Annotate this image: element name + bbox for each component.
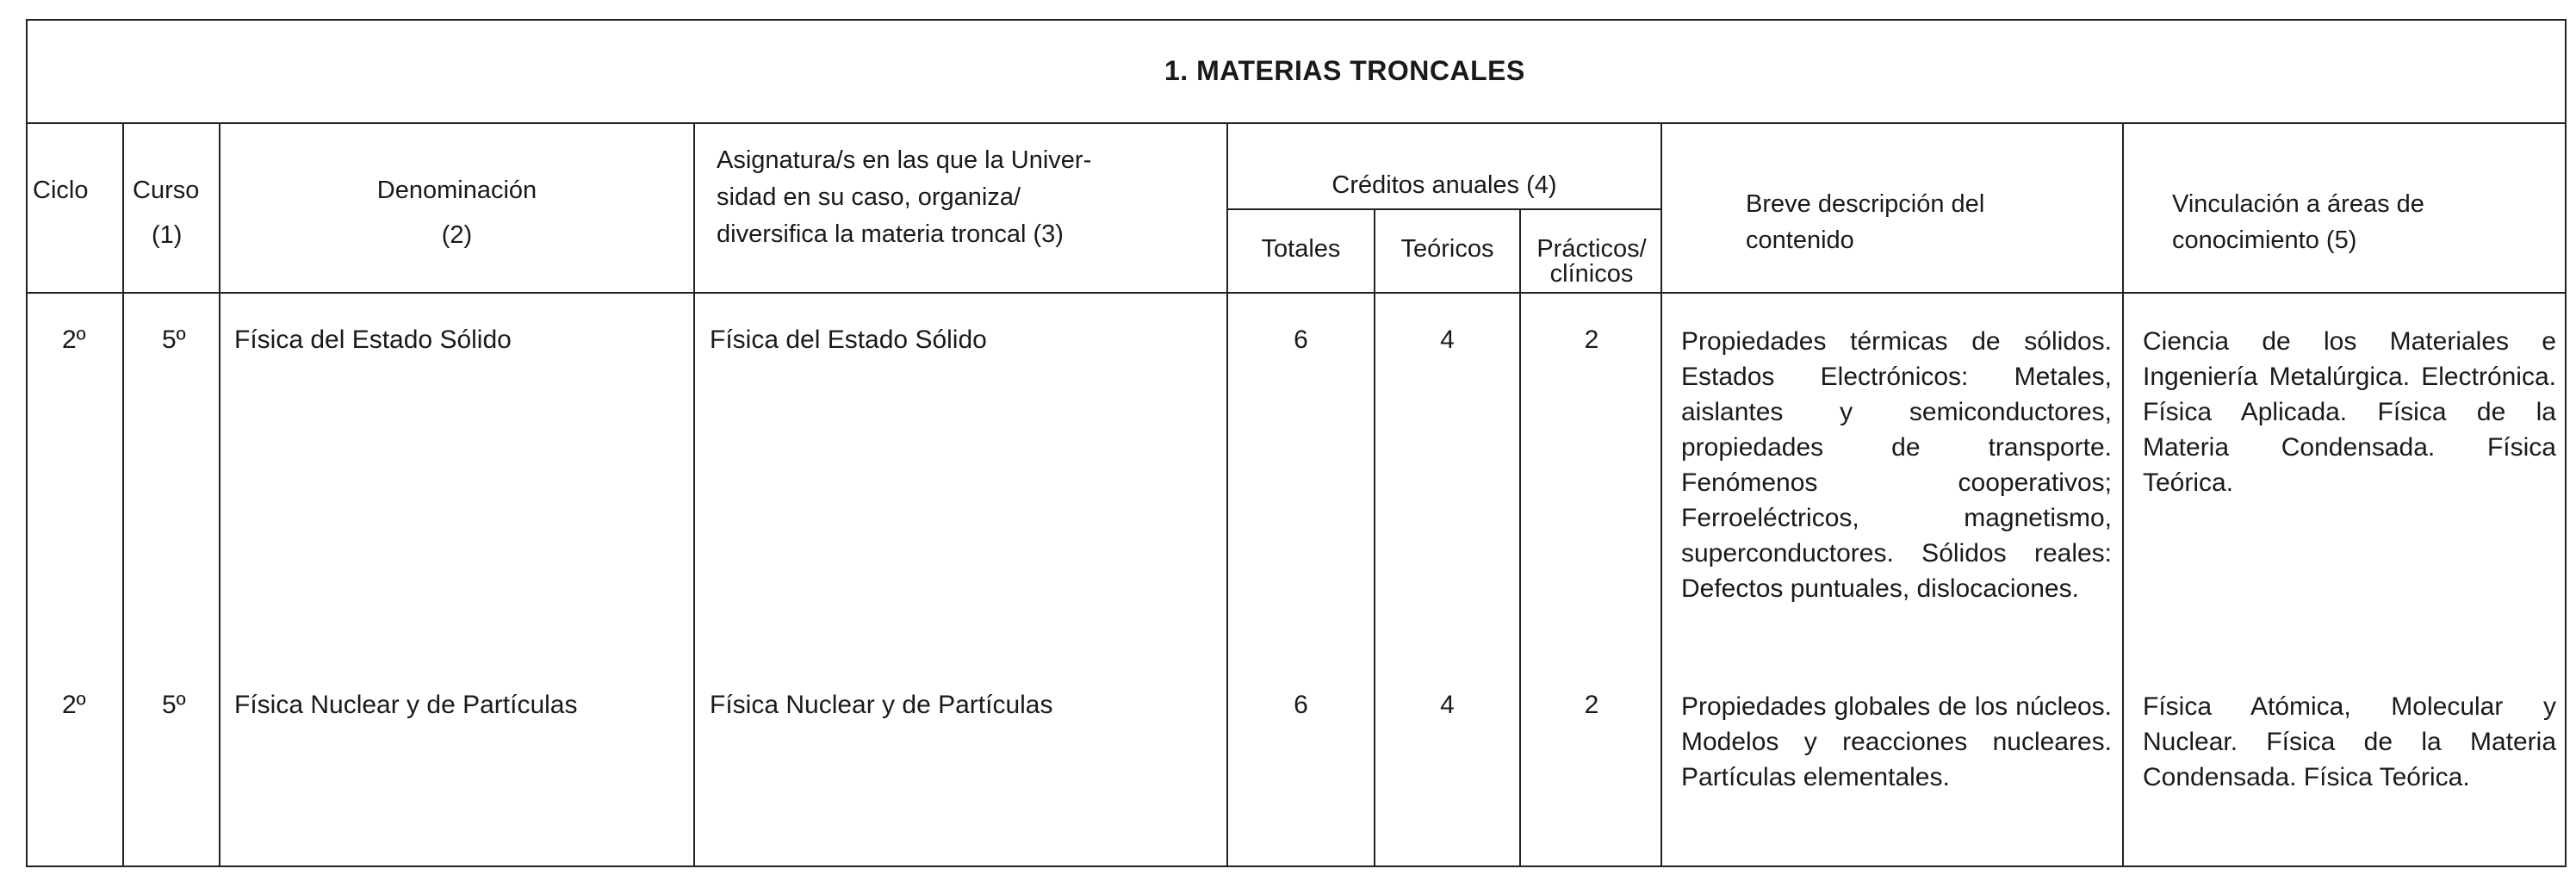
header-denominacion-note: (2)	[441, 221, 473, 249]
table-title: 1. MATERIAS TRONCALES	[1164, 55, 1525, 86]
creditos-subheader-rule	[1226, 208, 1660, 210]
header-practicos-line1: Prácticos/	[1536, 235, 1647, 263]
col-separator-1	[122, 124, 124, 867]
row-practicos: 2	[1584, 691, 1599, 719]
row-curso: 5º	[162, 326, 186, 354]
row-descripcion: Propiedades térmicas de sólidos. Estados Electrónicos: Metales, aislantes y semiconductores, propiedades de transporte. Fenómenos cooperativos; Ferroeléctricos, magnetismo, superconductores. Sólidos reales: Defectos puntuales, dislocaciones.	[1681, 327, 2112, 603]
header-creditos: Créditos anuales (4)	[1331, 171, 1557, 199]
row-vinculacion: Ciencia de los Materiales e Ingeniería Metalúrgica. Electrónica. Física Aplicada. Física de la Materia Condensada. Física Teórica.	[2143, 327, 2556, 497]
col-separator-6	[1519, 208, 1521, 867]
header-bottom-rule	[28, 292, 2565, 294]
row-practicos: 2	[1584, 326, 1599, 354]
row-teoricos: 4	[1440, 326, 1455, 354]
header-practicos-line2: clínicos	[1549, 260, 1634, 288]
table-title-row	[28, 21, 2565, 124]
header-descripcion-line1: Breve descripción del	[1746, 190, 1985, 218]
row-vinculacion: Física Atómica, Molecular y Nuclear. Física de la Materia Condensada. Física Teórica.	[2143, 692, 2556, 791]
row-curso: 5º	[162, 691, 186, 719]
header-curso: Curso	[133, 177, 200, 204]
header-totales: Totales	[1261, 235, 1341, 263]
header-teoricos: Teóricos	[1400, 235, 1494, 263]
row-totales: 6	[1294, 691, 1308, 719]
col-separator-3	[693, 124, 695, 867]
row-ciclo: 2º	[62, 326, 86, 354]
row-asignatura: Física Nuclear y de Partículas	[710, 691, 1053, 719]
header-asignatura-line2: sidad en su caso, organiza/	[717, 183, 1021, 211]
row-denominacion: Física del Estado Sólido	[234, 326, 512, 354]
row-denominacion: Física Nuclear y de Partículas	[234, 691, 578, 719]
header-vinculacion-line2: conocimiento (5)	[2172, 226, 2357, 254]
header-vinculacion-line1: Vinculación a áreas de	[2172, 190, 2424, 218]
header-asignatura-line1: Asignatura/s en las que la Univer-	[717, 146, 1092, 174]
header-denominacion: Denominación	[376, 177, 537, 204]
materias-troncales-table	[26, 19, 2567, 867]
row-descripcion: Propiedades globales de los núcleos. Modelos y reacciones nucleares. Partículas elementales.	[1681, 692, 2112, 791]
header-curso-note: (1)	[152, 221, 183, 249]
row-teoricos: 4	[1440, 691, 1455, 719]
row-asignatura: Física del Estado Sólido	[710, 326, 987, 354]
row-totales: 6	[1294, 326, 1308, 354]
col-separator-5	[1374, 208, 1375, 867]
header-descripcion-line2: contenido	[1746, 226, 1854, 254]
col-separator-8	[2122, 124, 2124, 867]
header-asignatura-line3: diversifica la materia troncal (3)	[717, 220, 1064, 248]
header-ciclo: Ciclo	[33, 177, 89, 204]
row-ciclo: 2º	[62, 691, 86, 719]
